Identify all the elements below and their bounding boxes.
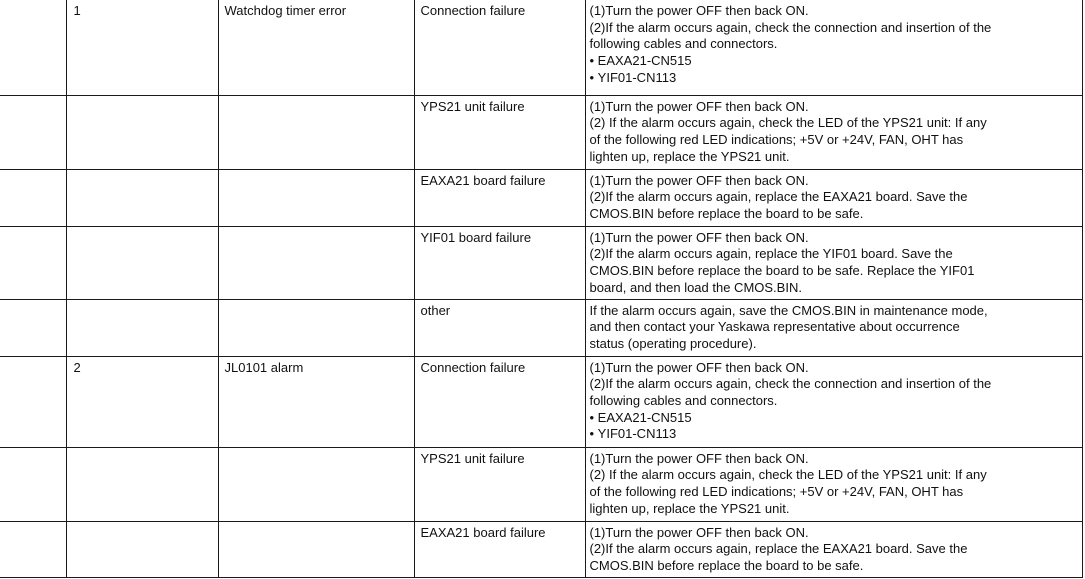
alarm-name-cell [218,447,414,521]
remedy-line: (1)Turn the power OFF then back ON. [589,450,809,466]
remedy-cell [585,226,1082,299]
sub-code-cell [66,299,218,356]
alarm-number-cell [0,299,66,356]
alarm-name: JL0101 alarm [224,359,304,375]
cause-cell [414,447,585,521]
remedy-cell [585,447,1082,521]
remedy-line: following cables and connectors. [589,36,778,52]
sub-code: 1 [73,3,81,18]
alarm-number-cell [0,521,66,577]
remedy-line: (2)If the alarm occurs again, check the connection and insertion of the [589,19,992,35]
alarm-number-cell [0,169,66,226]
remedy-line: (1)Turn the power OFF then back ON. [589,524,809,540]
sub-code: 2 [73,359,81,375]
sub-code-cell [66,226,218,299]
alarm-name-cell [218,226,414,299]
cause-cell [414,226,585,299]
cause: YIF01 board failure [420,229,532,245]
alarm-name-cell [218,299,414,356]
cause-cell [414,169,585,226]
cause-cell [414,356,585,447]
cause: YPS21 unit failure [420,98,525,114]
remedy-bullet-item: • YIF01-CN113 [590,426,1078,443]
remedy-line: If the alarm occurs again, save the CMOS.BIN in maintenance mode, [589,302,988,318]
remedy-cell [585,521,1082,577]
alarm-name-cell [218,0,414,95]
remedy-line: and then contact your Yaskawa representative about occurrence [589,319,960,335]
alarm-name-cell [218,356,414,447]
remedy-line: CMOS.BIN before replace the board to be safe. [589,205,864,221]
sub-code-cell [66,95,218,169]
table-row [0,0,1082,95]
cause: other [420,302,451,318]
alarm-number-cell [0,226,66,299]
table-row [0,95,1082,169]
alarm-name: Watchdog timer error [224,3,347,18]
alarm-number-cell [0,95,66,169]
table-row [0,226,1082,299]
sub-code-cell [66,169,218,226]
remedy-line: (2)If the alarm occurs again, replace the EAXA21 board. Save the [589,189,968,205]
remedy-line: (1)Turn the power OFF then back ON. [589,359,809,375]
alarm-number-cell [0,356,66,447]
cause-cell [414,95,585,169]
remedy-line: of the following red LED indications; +5V or +24V, FAN, OHT has [589,483,964,499]
remedy-cell [585,0,1082,95]
alarm-name-cell [218,521,414,577]
remedy-line: (1)Turn the power OFF then back ON. [589,98,809,114]
alarm-name-cell [218,169,414,226]
remedy-cell [585,95,1082,169]
table-row [0,299,1082,356]
sub-code-cell [66,447,218,521]
cause: EAXA21 board failure [420,524,546,540]
remedy-line: of the following red LED indications; +5V or +24V, FAN, OHT has [589,131,964,147]
remedy-bullet-item: • EAXA21-CN515 [590,410,1078,427]
remedy-line: (2)If the alarm occurs again, replace the YIF01 board. Save the [589,246,953,262]
cause-cell [414,0,585,95]
cause: Connection failure [420,3,526,18]
remedy-line: (1)Turn the power OFF then back ON. [589,3,809,18]
remedy-line: following cables and connectors. [589,392,778,408]
table-row [0,356,1082,447]
remedy-bullet-item: • EAXA21-CN515 [590,53,1078,70]
remedy-line: (2)If the alarm occurs again, replace the EAXA21 board. Save the [589,541,968,557]
cause: Connection failure [420,359,526,375]
remedy-line: status (operating procedure). [589,335,757,351]
table-row [0,169,1082,226]
remedy-line: (1)Turn the power OFF then back ON. [589,172,809,188]
remedy-cell [585,299,1082,356]
cause: EAXA21 board failure [420,172,546,188]
remedy-line: (2) If the alarm occurs again, check the LED of the YPS21 unit: If any [589,115,987,131]
table-row [0,521,1082,577]
cause-cell [414,299,585,356]
remedy-cell [585,169,1082,226]
table-row [0,447,1082,521]
remedy-line: (1)Turn the power OFF then back ON. [589,229,809,245]
alarm-number-cell [0,0,66,95]
remedy-cell [585,356,1082,447]
alarm-number-cell [0,447,66,521]
remedy-line: lighten up, replace the YPS21 unit. [589,148,790,164]
sub-code-cell [66,356,218,447]
remedy-line: board, and then load the CMOS.BIN. [589,279,802,295]
remedy-line: (2) If the alarm occurs again, check the LED of the YPS21 unit: If any [589,467,987,483]
alarm-name-cell [218,95,414,169]
sub-code-cell [66,0,218,95]
remedy-line: CMOS.BIN before replace the board to be safe. Replace the YIF01 [589,262,975,278]
remedy-bullet-item: • YIF01-CN113 [590,70,1078,87]
cause: YPS21 unit failure [420,450,525,466]
sub-code-cell [66,521,218,577]
remedy-line: (2)If the alarm occurs again, check the connection and insertion of the [589,376,992,392]
remedy-line: lighten up, replace the YPS21 unit. [589,500,790,516]
cause-cell [414,521,585,577]
remedy-line: CMOS.BIN before replace the board to be safe. [589,557,864,573]
